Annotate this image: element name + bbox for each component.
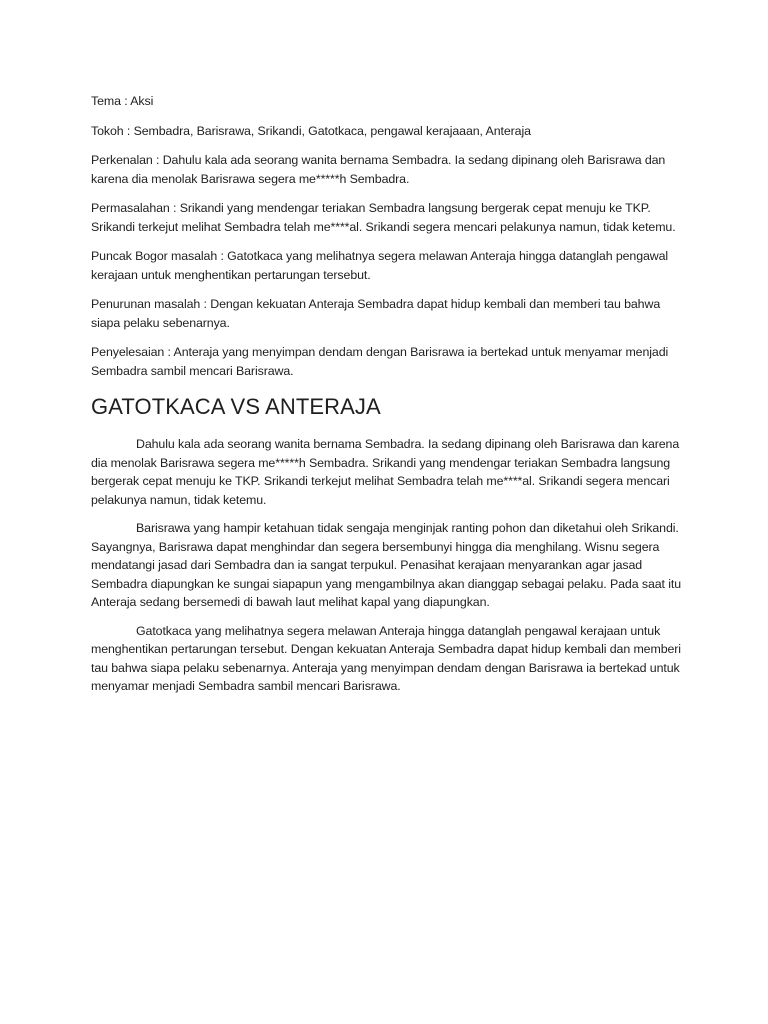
story-paragraph-3: Gatotkaca yang melihatnya segera melawan Anteraja hingga datanglah pengawal kerajaan untuk menghentikan pertarungan tersebut. Dengan kekuatan Anteraja Sembadra dapat hidup kembali dan memberi tau bahwa siapa pelaku sebenarnya. Anteraja yang menyimpan dendam dengan Barisrawa ia bertekad untuk menyamar menjadi Sembadra sambil mencari Barisrawa. bbox=[91, 623, 681, 693]
outline-tema: Tema : Aksi bbox=[91, 94, 154, 108]
story-paragraph-2: Barisrawa yang hampir ketahuan tidak sengaja menginjak ranting pohon dan diketahui oleh Srikandi. Sayangnya, Barisrawa dapat menghindar dan segera bersembunyi hingga dia menghilang. Wisnu segera mendatangi jasad dari Sembadra dan ia sangat terpukul. Penasihat kerajaan menyarankan agar jasad Sembadra diapungkan ke sungai siapapun yang mengambilnya akan dianggap sebagai pelaku. Pada saat itu Anteraja sedang bersemedi di bawah laut melihat kapal yang diapungkan. bbox=[91, 521, 682, 609]
outline-tokoh: Tokoh : Sembadra, Barisrawa, Srikandi, Gatotkaca, pengawal kerajaaan, Anteraja bbox=[91, 123, 531, 138]
outline-penurunan-masalah: Penurunan masalah : Dengan kekuatan Anteraja Sembadra dapat hidup kembali dan memberi tau bahwa siapa pelaku sebenarnya. bbox=[91, 297, 661, 330]
document-body bbox=[91, 92, 686, 706]
story-title: GATOTKACA VS ANTERAJA bbox=[91, 394, 381, 419]
outline-permasalahan: Permasalahan : Srikandi yang mendengar teriakan Sembadra langsung bergerak cepat menuju ke TKP. Srikandi terkejut melihat Sembadra telah me****al. Srikandi segera mencari pelakunya namun, tidak ketemu. bbox=[91, 201, 676, 234]
outline-perkenalan: Perkenalan : Dahulu kala ada seorang wanita bernama Sembadra. Ia sedang dipinang oleh Barisrawa dan karena dia menolak Barisrawa segera me*****h Sembadra. bbox=[91, 153, 666, 186]
outline-penyelesaian: Penyelesaian : Anteraja yang menyimpan dendam dengan Barisrawa ia bertekad untuk menyamar menjadi Sembadra sambil mencari Barisrawa. bbox=[91, 345, 669, 378]
outline-puncak-masalah: Puncak Bogor masalah : Gatotkaca yang melihatnya segera melawan Anteraja hingga datanglah pengawal kerajaan untuk menghentikan pertarungan tersebut. bbox=[91, 249, 669, 282]
story-paragraph-1: Dahulu kala ada seorang wanita bernama Sembadra. Ia sedang dipinang oleh Barisrawa dan karena dia menolak Barisrawa segera me*****h Sembadra. Srikandi yang mendengar teriakan Sembadra langsung bergerak cepat menuju ke TKP. Srikandi terkejut melihat Sembadra telah me****al. Srikandi segera mencari pelakunya namun, tidak ketemu. bbox=[91, 437, 680, 507]
